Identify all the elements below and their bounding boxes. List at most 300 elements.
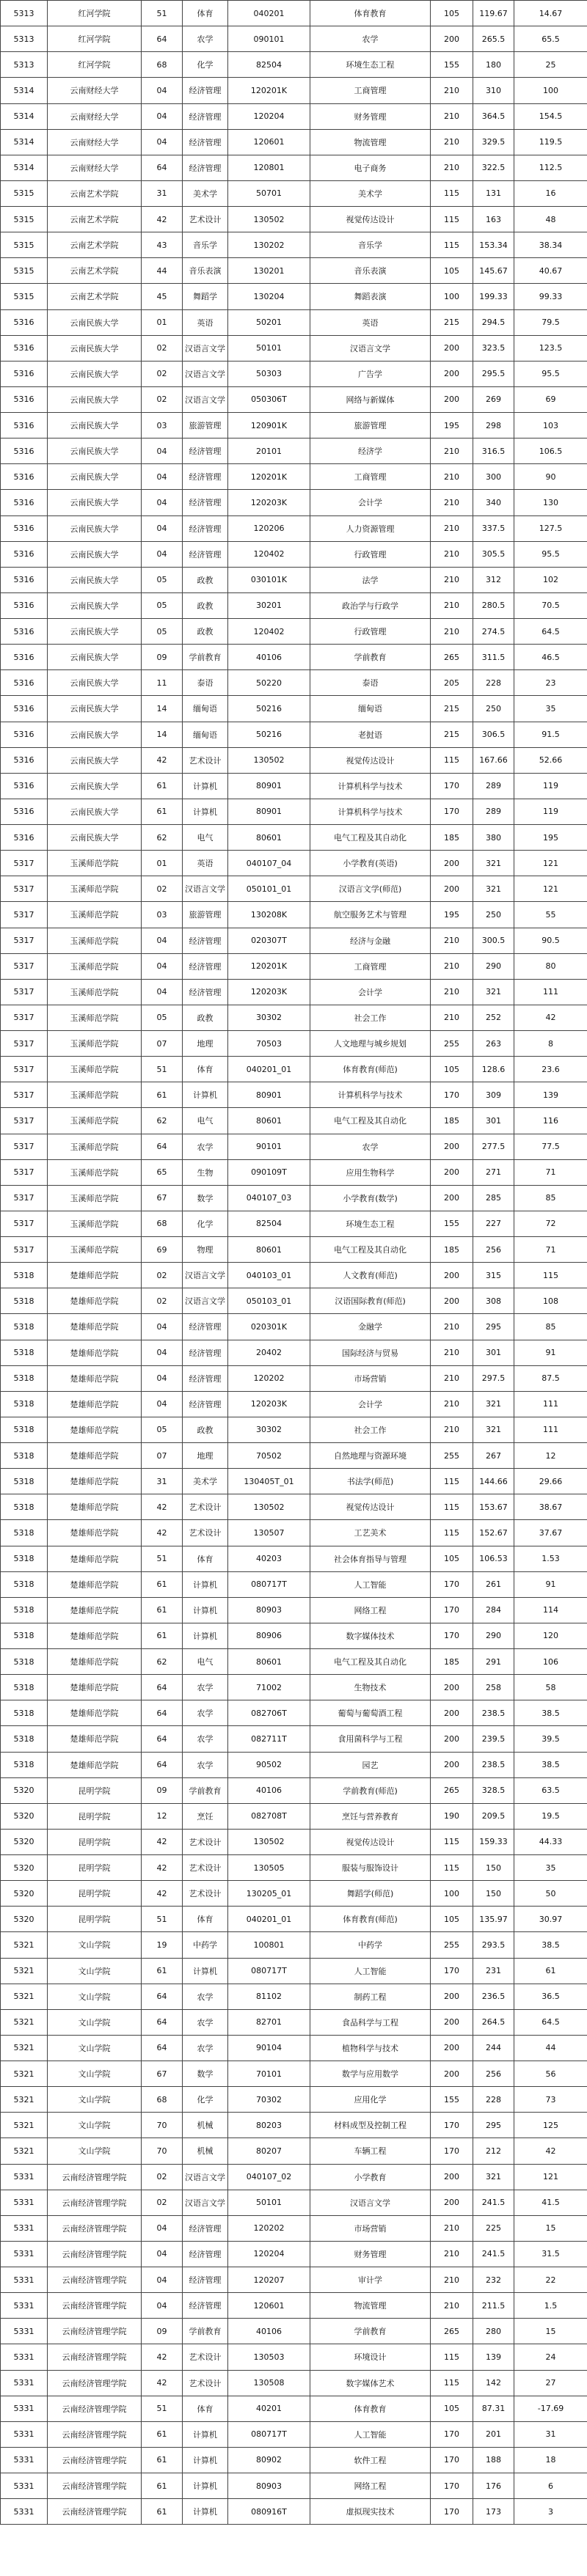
major-name-cell: 国际经济与贸易 bbox=[310, 1340, 431, 1365]
table-row bbox=[1, 1494, 587, 1520]
score-diff-cell: 29.66 bbox=[514, 1469, 587, 1494]
major-code-cell: 80601 bbox=[228, 825, 310, 851]
admit-score-cell: 321 bbox=[473, 2164, 514, 2190]
major-code-cell: 80903 bbox=[228, 1597, 310, 1623]
school-code-cell: 5316 bbox=[1, 567, 48, 592]
school-code-cell: 5320 bbox=[1, 1907, 48, 1932]
major-code-cell: 120202 bbox=[228, 1365, 310, 1391]
table-row bbox=[1, 670, 587, 696]
control-score-cell: 105 bbox=[431, 1546, 473, 1571]
school-code-cell: 5320 bbox=[1, 1881, 48, 1907]
control-score-cell: 255 bbox=[431, 1932, 473, 1958]
category-name-cell: 经济管理 bbox=[183, 1340, 228, 1365]
major-code-cell: 40203 bbox=[228, 1546, 310, 1571]
admit-score-cell: 232 bbox=[473, 2267, 514, 2293]
school-name-cell: 楚雄师范学院 bbox=[48, 1726, 142, 1752]
control-score-cell: 115 bbox=[431, 1520, 473, 1546]
major-name-cell: 工商管理 bbox=[310, 464, 431, 490]
admit-score-cell: 173 bbox=[473, 2499, 514, 2525]
school-name-cell: 云南财经大学 bbox=[48, 129, 142, 155]
major-code-cell: 40106 bbox=[228, 2319, 310, 2344]
table-row bbox=[1, 26, 587, 52]
major-code-cell: 80601 bbox=[228, 1237, 310, 1263]
school-code-cell: 5317 bbox=[1, 1159, 48, 1185]
school-name-cell: 昆明学院 bbox=[48, 1855, 142, 1881]
school-name-cell: 玉溪师范学院 bbox=[48, 1031, 142, 1057]
category-code-cell: 04 bbox=[142, 1340, 183, 1365]
school-name-cell: 文山学院 bbox=[48, 2009, 142, 2035]
category-name-cell: 机械 bbox=[183, 2113, 228, 2138]
school-code-cell: 5321 bbox=[1, 2035, 48, 2061]
table-row bbox=[1, 2499, 587, 2525]
major-name-cell: 行政管理 bbox=[310, 619, 431, 645]
major-code-cell: 80601 bbox=[228, 1108, 310, 1134]
score-diff-cell: 71 bbox=[514, 1159, 587, 1185]
table-row bbox=[1, 2319, 587, 2344]
category-code-cell: 61 bbox=[142, 799, 183, 824]
control-score-cell: 210 bbox=[431, 515, 473, 541]
category-code-cell: 02 bbox=[142, 876, 183, 902]
school-code-cell: 5314 bbox=[1, 129, 48, 155]
table-row bbox=[1, 1649, 587, 1675]
major-name-cell: 材料成型及控制工程 bbox=[310, 2113, 431, 2138]
major-name-cell: 电气工程及其自动化 bbox=[310, 1649, 431, 1675]
admit-score-cell: 309 bbox=[473, 1082, 514, 1108]
control-score-cell: 105 bbox=[431, 258, 473, 284]
category-code-cell: 42 bbox=[142, 747, 183, 773]
category-name-cell: 艺术设计 bbox=[183, 2344, 228, 2370]
major-code-cell: 50220 bbox=[228, 670, 310, 696]
control-score-cell: 200 bbox=[431, 2009, 473, 2035]
major-code-cell: 120201K bbox=[228, 953, 310, 979]
control-score-cell: 170 bbox=[431, 1623, 473, 1648]
control-score-cell: 190 bbox=[431, 1803, 473, 1829]
category-code-cell: 03 bbox=[142, 902, 183, 928]
school-name-cell: 玉溪师范学院 bbox=[48, 1005, 142, 1030]
table-row bbox=[1, 2396, 587, 2421]
school-name-cell: 玉溪师范学院 bbox=[48, 851, 142, 876]
control-score-cell: 210 bbox=[431, 2215, 473, 2241]
admit-score-cell: 274.5 bbox=[473, 619, 514, 645]
category-code-cell: 11 bbox=[142, 670, 183, 696]
major-code-cell: 130502 bbox=[228, 1829, 310, 1854]
control-score-cell: 210 bbox=[431, 438, 473, 464]
category-name-cell: 经济管理 bbox=[183, 979, 228, 1005]
admit-score-cell: 290 bbox=[473, 953, 514, 979]
school-name-cell: 云南民族大学 bbox=[48, 722, 142, 747]
category-code-cell: 45 bbox=[142, 284, 183, 309]
score-diff-cell: 116 bbox=[514, 1108, 587, 1134]
table-row bbox=[1, 386, 587, 412]
category-code-cell: 04 bbox=[142, 2215, 183, 2241]
school-code-cell: 5316 bbox=[1, 438, 48, 464]
school-code-cell: 5318 bbox=[1, 1417, 48, 1442]
score-diff-cell: 1.5 bbox=[514, 2293, 587, 2319]
category-code-cell: 70 bbox=[142, 2113, 183, 2138]
table-row bbox=[1, 2061, 587, 2087]
major-name-cell: 财务管理 bbox=[310, 103, 431, 129]
category-name-cell: 经济管理 bbox=[183, 1314, 228, 1340]
major-name-cell: 植物科学与技术 bbox=[310, 2035, 431, 2061]
category-code-cell: 61 bbox=[142, 773, 183, 799]
category-code-cell: 62 bbox=[142, 1108, 183, 1134]
major-name-cell: 农学 bbox=[310, 1134, 431, 1159]
school-code-cell: 5316 bbox=[1, 799, 48, 824]
category-code-cell: 01 bbox=[142, 309, 183, 335]
score-diff-cell: 111 bbox=[514, 1417, 587, 1442]
control-score-cell: 100 bbox=[431, 1881, 473, 1907]
admit-score-cell: 106.53 bbox=[473, 1546, 514, 1571]
school-code-cell: 5331 bbox=[1, 2499, 48, 2525]
major-code-cell: 80207 bbox=[228, 2138, 310, 2164]
major-code-cell: 50101 bbox=[228, 335, 310, 361]
control-score-cell: 170 bbox=[431, 1082, 473, 1108]
admit-score-cell: 142 bbox=[473, 2370, 514, 2396]
control-score-cell: 170 bbox=[431, 1597, 473, 1623]
score-diff-cell: 91.5 bbox=[514, 722, 587, 747]
category-name-cell: 经济管理 bbox=[183, 464, 228, 490]
admit-score-cell: 241.5 bbox=[473, 2241, 514, 2267]
category-name-cell: 音乐学 bbox=[183, 232, 228, 258]
major-code-cell: 100801 bbox=[228, 1932, 310, 1958]
table-row bbox=[1, 851, 587, 876]
school-code-cell: 5317 bbox=[1, 1134, 48, 1159]
table-row bbox=[1, 361, 587, 386]
major-name-cell: 烹饪与营养教育 bbox=[310, 1803, 431, 1829]
school-code-cell: 5317 bbox=[1, 1185, 48, 1211]
table-row bbox=[1, 876, 587, 902]
score-diff-cell: 102 bbox=[514, 567, 587, 592]
table-row bbox=[1, 1288, 587, 1314]
major-code-cell: 120203K bbox=[228, 490, 310, 515]
category-code-cell: 51 bbox=[142, 1057, 183, 1082]
category-name-cell: 计算机 bbox=[183, 2473, 228, 2499]
school-name-cell: 云南民族大学 bbox=[48, 438, 142, 464]
school-name-cell: 云南艺术学院 bbox=[48, 207, 142, 232]
school-name-cell: 楚雄师范学院 bbox=[48, 1546, 142, 1571]
control-score-cell: 210 bbox=[431, 490, 473, 515]
control-score-cell: 200 bbox=[431, 1159, 473, 1185]
category-code-cell: 02 bbox=[142, 2164, 183, 2190]
score-diff-cell: 40.67 bbox=[514, 258, 587, 284]
school-name-cell: 楚雄师范学院 bbox=[48, 1520, 142, 1546]
table-row bbox=[1, 1855, 587, 1881]
major-name-cell: 汉语言文学 bbox=[310, 335, 431, 361]
control-score-cell: 185 bbox=[431, 1237, 473, 1263]
school-code-cell: 5318 bbox=[1, 1700, 48, 1726]
school-code-cell: 5316 bbox=[1, 670, 48, 696]
major-code-cell: 082708T bbox=[228, 1803, 310, 1829]
school-code-cell: 5318 bbox=[1, 1752, 48, 1777]
score-diff-cell: 106.5 bbox=[514, 438, 587, 464]
control-score-cell: 205 bbox=[431, 670, 473, 696]
major-code-cell: 040201 bbox=[228, 1, 310, 26]
major-code-cell: 90502 bbox=[228, 1752, 310, 1777]
school-name-cell: 玉溪师范学院 bbox=[48, 902, 142, 928]
category-code-cell: 04 bbox=[142, 515, 183, 541]
admit-score-cell: 293.5 bbox=[473, 1932, 514, 1958]
category-code-cell: 64 bbox=[142, 1675, 183, 1700]
school-code-cell: 5316 bbox=[1, 490, 48, 515]
category-code-cell: 04 bbox=[142, 129, 183, 155]
admit-score-cell: 238.5 bbox=[473, 1752, 514, 1777]
school-name-cell: 楚雄师范学院 bbox=[48, 1288, 142, 1314]
table-row bbox=[1, 1958, 587, 1984]
category-code-cell: 02 bbox=[142, 2190, 183, 2215]
control-score-cell: 200 bbox=[431, 1984, 473, 2009]
table-row bbox=[1, 1520, 587, 1546]
major-name-cell: 农学 bbox=[310, 26, 431, 52]
control-score-cell: 200 bbox=[431, 335, 473, 361]
category-name-cell: 经济管理 bbox=[183, 438, 228, 464]
major-code-cell: 130201 bbox=[228, 258, 310, 284]
school-name-cell: 玉溪师范学院 bbox=[48, 928, 142, 953]
table-row bbox=[1, 2241, 587, 2267]
major-name-cell: 制药工程 bbox=[310, 1984, 431, 2009]
category-code-cell: 04 bbox=[142, 2267, 183, 2293]
major-code-cell: 120402 bbox=[228, 619, 310, 645]
admit-score-cell: 337.5 bbox=[473, 515, 514, 541]
category-code-cell: 02 bbox=[142, 1263, 183, 1288]
school-code-cell: 5316 bbox=[1, 335, 48, 361]
school-code-cell: 5317 bbox=[1, 1031, 48, 1057]
table-row bbox=[1, 1314, 587, 1340]
major-code-cell: 130405T_01 bbox=[228, 1469, 310, 1494]
school-name-cell: 云南经济管理学院 bbox=[48, 2241, 142, 2267]
school-name-cell: 云南民族大学 bbox=[48, 541, 142, 567]
school-code-cell: 5321 bbox=[1, 1984, 48, 2009]
school-code-cell: 5316 bbox=[1, 541, 48, 567]
school-code-cell: 5331 bbox=[1, 2215, 48, 2241]
control-score-cell: 170 bbox=[431, 2138, 473, 2164]
control-score-cell: 155 bbox=[431, 52, 473, 78]
major-name-cell: 计算机科学与技术 bbox=[310, 773, 431, 799]
control-score-cell: 200 bbox=[431, 26, 473, 52]
major-name-cell: 泰语 bbox=[310, 670, 431, 696]
major-code-cell: 30302 bbox=[228, 1005, 310, 1030]
category-code-cell: 09 bbox=[142, 1777, 183, 1803]
major-code-cell: 120206 bbox=[228, 515, 310, 541]
admit-score-cell: 322.5 bbox=[473, 155, 514, 180]
score-diff-cell: 25 bbox=[514, 52, 587, 78]
school-name-cell: 文山学院 bbox=[48, 2138, 142, 2164]
category-name-cell: 艺术设计 bbox=[183, 1520, 228, 1546]
category-name-cell: 汉语言文学 bbox=[183, 2190, 228, 2215]
table-row bbox=[1, 902, 587, 928]
admit-score-cell: 269 bbox=[473, 386, 514, 412]
major-name-cell: 虚拟现实技术 bbox=[310, 2499, 431, 2525]
admit-score-cell: 144.66 bbox=[473, 1469, 514, 1494]
school-code-cell: 5316 bbox=[1, 464, 48, 490]
table-row bbox=[1, 979, 587, 1005]
table-row bbox=[1, 1108, 587, 1134]
score-diff-cell: 30.97 bbox=[514, 1907, 587, 1932]
category-code-cell: 04 bbox=[142, 103, 183, 129]
category-code-cell: 61 bbox=[142, 2499, 183, 2525]
school-name-cell: 云南经济管理学院 bbox=[48, 2447, 142, 2473]
major-name-cell: 舞蹈学(师范) bbox=[310, 1881, 431, 1907]
score-diff-cell: 38.5 bbox=[514, 1932, 587, 1958]
school-code-cell: 5331 bbox=[1, 2293, 48, 2319]
school-name-cell: 楚雄师范学院 bbox=[48, 1623, 142, 1648]
category-name-cell: 经济管理 bbox=[183, 1391, 228, 1417]
admit-score-cell: 280 bbox=[473, 2319, 514, 2344]
major-name-cell: 会计学 bbox=[310, 1391, 431, 1417]
category-name-cell: 数学 bbox=[183, 1185, 228, 1211]
table-row bbox=[1, 773, 587, 799]
major-code-cell: 80901 bbox=[228, 799, 310, 824]
school-name-cell: 楚雄师范学院 bbox=[48, 1443, 142, 1469]
category-code-cell: 69 bbox=[142, 1237, 183, 1263]
category-name-cell: 舞蹈学 bbox=[183, 284, 228, 309]
school-name-cell: 云南艺术学院 bbox=[48, 232, 142, 258]
control-score-cell: 115 bbox=[431, 207, 473, 232]
score-diff-cell: 123.5 bbox=[514, 335, 587, 361]
category-name-cell: 电气 bbox=[183, 1108, 228, 1134]
table-row bbox=[1, 2035, 587, 2061]
control-score-cell: 210 bbox=[431, 103, 473, 129]
school-code-cell: 5316 bbox=[1, 309, 48, 335]
category-name-cell: 美术学 bbox=[183, 1469, 228, 1494]
school-name-cell: 云南经济管理学院 bbox=[48, 2396, 142, 2421]
school-name-cell: 云南民族大学 bbox=[48, 413, 142, 438]
score-diff-cell: 127.5 bbox=[514, 515, 587, 541]
school-name-cell: 云南民族大学 bbox=[48, 670, 142, 696]
category-code-cell: 61 bbox=[142, 1958, 183, 1984]
major-code-cell: 080717T bbox=[228, 1571, 310, 1597]
school-code-cell: 5321 bbox=[1, 2061, 48, 2087]
table-row bbox=[1, 155, 587, 180]
major-name-cell: 电气工程及其自动化 bbox=[310, 1237, 431, 1263]
school-code-cell: 5317 bbox=[1, 876, 48, 902]
admit-score-cell: 323.5 bbox=[473, 335, 514, 361]
school-code-cell: 5315 bbox=[1, 232, 48, 258]
score-diff-cell: 46.5 bbox=[514, 645, 587, 670]
category-code-cell: 04 bbox=[142, 1391, 183, 1417]
major-name-cell: 视觉传达设计 bbox=[310, 1494, 431, 1520]
school-code-cell: 5317 bbox=[1, 979, 48, 1005]
category-code-cell: 03 bbox=[142, 413, 183, 438]
category-name-cell: 数学 bbox=[183, 2061, 228, 2087]
category-code-cell: 07 bbox=[142, 1031, 183, 1057]
control-score-cell: 115 bbox=[431, 180, 473, 206]
category-code-cell: 31 bbox=[142, 180, 183, 206]
school-code-cell: 5317 bbox=[1, 1082, 48, 1108]
major-name-cell: 航空服务艺术与管理 bbox=[310, 902, 431, 928]
category-code-cell: 64 bbox=[142, 2035, 183, 2061]
school-code-cell: 5316 bbox=[1, 619, 48, 645]
school-code-cell: 5321 bbox=[1, 2113, 48, 2138]
control-score-cell: 200 bbox=[431, 1263, 473, 1288]
major-code-cell: 90101 bbox=[228, 1134, 310, 1159]
major-name-cell: 学前教育 bbox=[310, 645, 431, 670]
admit-score-cell: 228 bbox=[473, 670, 514, 696]
major-code-cell: 82701 bbox=[228, 2009, 310, 2035]
school-name-cell: 楚雄师范学院 bbox=[48, 1494, 142, 1520]
school-name-cell: 文山学院 bbox=[48, 1958, 142, 1984]
school-code-cell: 5318 bbox=[1, 1365, 48, 1391]
school-name-cell: 云南经济管理学院 bbox=[48, 2293, 142, 2319]
category-name-cell: 计算机 bbox=[183, 2421, 228, 2447]
table-row bbox=[1, 1623, 587, 1648]
category-code-cell: 70 bbox=[142, 2138, 183, 2164]
control-score-cell: 200 bbox=[431, 2164, 473, 2190]
category-code-cell: 05 bbox=[142, 1417, 183, 1442]
admit-score-cell: 291 bbox=[473, 1649, 514, 1675]
control-score-cell: 200 bbox=[431, 2061, 473, 2087]
admit-score-cell: 301 bbox=[473, 1108, 514, 1134]
control-score-cell: 210 bbox=[431, 78, 473, 103]
admit-score-cell: 301 bbox=[473, 1340, 514, 1365]
category-code-cell: 09 bbox=[142, 645, 183, 670]
table-row bbox=[1, 645, 587, 670]
category-code-cell: 04 bbox=[142, 541, 183, 567]
major-name-cell: 行政管理 bbox=[310, 541, 431, 567]
school-code-cell: 5331 bbox=[1, 2396, 48, 2421]
major-name-cell: 自然地理与资源环境 bbox=[310, 1443, 431, 1469]
category-name-cell: 计算机 bbox=[183, 799, 228, 824]
category-code-cell: 51 bbox=[142, 2396, 183, 2421]
school-name-cell: 云南艺术学院 bbox=[48, 284, 142, 309]
school-name-cell: 云南民族大学 bbox=[48, 799, 142, 824]
category-name-cell: 经济管理 bbox=[183, 103, 228, 129]
table-row bbox=[1, 1365, 587, 1391]
school-name-cell: 文山学院 bbox=[48, 1932, 142, 1958]
score-diff-cell: 72 bbox=[514, 1211, 587, 1236]
admit-score-cell: 119.67 bbox=[473, 1, 514, 26]
school-code-cell: 5318 bbox=[1, 1288, 48, 1314]
school-code-cell: 5316 bbox=[1, 386, 48, 412]
major-name-cell: 审计学 bbox=[310, 2267, 431, 2293]
score-diff-cell: 112.5 bbox=[514, 155, 587, 180]
control-score-cell: 210 bbox=[431, 567, 473, 592]
category-code-cell: 12 bbox=[142, 1803, 183, 1829]
score-diff-cell: 64.5 bbox=[514, 619, 587, 645]
score-diff-cell: 38.34 bbox=[514, 232, 587, 258]
table-row bbox=[1, 1803, 587, 1829]
major-name-cell: 数学与应用数学 bbox=[310, 2061, 431, 2087]
category-name-cell: 经济管理 bbox=[183, 129, 228, 155]
admit-score-cell: 265.5 bbox=[473, 26, 514, 52]
category-name-cell: 艺术设计 bbox=[183, 1881, 228, 1907]
admit-score-cell: 271 bbox=[473, 1159, 514, 1185]
school-name-cell: 楚雄师范学院 bbox=[48, 1649, 142, 1675]
control-score-cell: 265 bbox=[431, 645, 473, 670]
category-code-cell: 42 bbox=[142, 1520, 183, 1546]
category-code-cell: 61 bbox=[142, 2473, 183, 2499]
admit-score-cell: 212 bbox=[473, 2138, 514, 2164]
score-diff-cell: 100 bbox=[514, 78, 587, 103]
admit-score-cell: 264.5 bbox=[473, 2009, 514, 2035]
major-name-cell: 电气工程及其自动化 bbox=[310, 1108, 431, 1134]
table-row bbox=[1, 2009, 587, 2035]
admit-score-cell: 298 bbox=[473, 413, 514, 438]
category-code-cell: 68 bbox=[142, 52, 183, 78]
table-row bbox=[1, 2215, 587, 2241]
score-diff-cell: 14.67 bbox=[514, 1, 587, 26]
category-name-cell: 泰语 bbox=[183, 670, 228, 696]
category-name-cell: 计算机 bbox=[183, 1623, 228, 1648]
admit-score-cell: 364.5 bbox=[473, 103, 514, 129]
school-name-cell: 云南财经大学 bbox=[48, 78, 142, 103]
score-diff-cell: 44 bbox=[514, 2035, 587, 2061]
major-code-cell: 80601 bbox=[228, 1649, 310, 1675]
control-score-cell: 200 bbox=[431, 361, 473, 386]
school-name-cell: 玉溪师范学院 bbox=[48, 1082, 142, 1108]
school-code-cell: 5316 bbox=[1, 413, 48, 438]
category-code-cell: 04 bbox=[142, 78, 183, 103]
table-row bbox=[1, 180, 587, 206]
